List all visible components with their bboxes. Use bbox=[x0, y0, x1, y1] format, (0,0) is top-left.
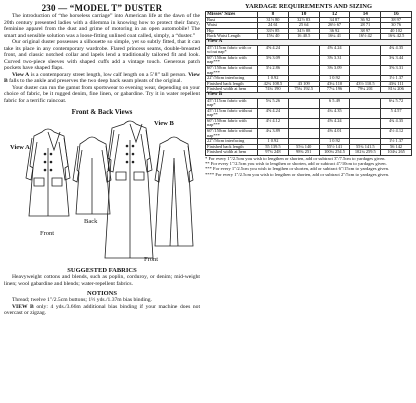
notions-heading: NOTIONS bbox=[87, 290, 117, 297]
yardage-note: * For every 1"/2.5cm you wish to lengthen or shorten, add or subtract 3"/7.5cm to yardages given. bbox=[205, 156, 386, 162]
yardage-table bbox=[205, 11, 412, 156]
row-value: 15¾ 40 bbox=[258, 34, 289, 40]
intro-paragraph-1: The introduction of “the horseless carriage” into American life at the dawn of the 20th century presented ladies with a dilemma in knowing how to protect their fancy, feminine apparel from the dust and grime of motoring in an open automobile! The smart and sensible solution was a loose-fitting unlined coat called, simply, a “duster.” bbox=[4, 13, 200, 39]
header-cell: 8 bbox=[258, 12, 289, 18]
row-value: 43¼ 110 bbox=[319, 81, 350, 87]
row-label: Finished back length bbox=[206, 144, 258, 150]
row-value: 4¾ 4.35 bbox=[381, 118, 412, 128]
row-label: 45"/115cm fabric without nap** bbox=[206, 108, 258, 118]
page-title: 230 — “MODEL T” DUSTER bbox=[41, 3, 163, 13]
view-b-section-label: View B bbox=[206, 92, 412, 98]
row-value: 4⅝ 4.24 bbox=[319, 118, 350, 128]
row-value: 56 142 bbox=[381, 144, 412, 150]
row-value: 32½ 83 bbox=[288, 17, 319, 23]
row-value bbox=[350, 108, 381, 118]
views-heading: Front & Back Views bbox=[71, 108, 133, 116]
row-value: 16½ 42 bbox=[350, 34, 381, 40]
row-value: 16¼ 41 bbox=[319, 34, 350, 40]
row-value: 75¾ 192.5 bbox=[288, 87, 319, 93]
row-value: 79¼ 201 bbox=[350, 87, 381, 93]
notions-view-b-text: only: 4 yds./3.66m additional bias binding if your machine does not overcast or zigzag. bbox=[4, 303, 200, 316]
table-row bbox=[206, 129, 412, 139]
row-value: 55 139.5 bbox=[258, 144, 289, 150]
row-label: Finished back length bbox=[206, 81, 258, 87]
row-value: 38 97 bbox=[350, 28, 381, 34]
row-value: 55¼ 140 bbox=[288, 144, 319, 150]
row-value bbox=[350, 98, 381, 108]
row-value: 6¼ 5.72 bbox=[381, 98, 412, 108]
yardage-note: **** For every 1"/2.5cm you wish to lengthen or shorten, add or subtract 2"/5cm to yardages given. bbox=[205, 171, 390, 177]
table-row bbox=[206, 98, 412, 108]
header-cell: 12 bbox=[319, 12, 350, 18]
table-row bbox=[206, 150, 412, 156]
duster-sketch bbox=[4, 118, 200, 264]
row-value: 40 102 bbox=[381, 28, 412, 34]
fabrics-text: Heavyweight cottons and blends, such as poplin, corduroy, or denim; mid-weight linen; wool gabardine and blends; water-repellent fabrics. bbox=[4, 274, 200, 287]
fabrics-heading: SUGGESTED FABRICS bbox=[67, 267, 137, 274]
view-a-label: View A bbox=[10, 144, 30, 151]
row-value: 28 71 bbox=[350, 23, 381, 29]
row-label: 45"/115cm fabric with nap* bbox=[206, 98, 258, 108]
row-label: 22"/56cm interfacing bbox=[206, 139, 258, 145]
row-value: 4¼ 3.89 bbox=[258, 129, 289, 139]
row-value: 100¼ 254.5 bbox=[319, 150, 350, 156]
row-value: 36 92 bbox=[319, 28, 350, 34]
row-label: 60"/150cm fabric without nap*** bbox=[206, 65, 258, 75]
front-label-b: Front bbox=[144, 256, 159, 263]
row-value: 102¼ 259.5 bbox=[350, 150, 381, 156]
header-cell: 10 bbox=[288, 12, 319, 18]
table-row bbox=[206, 108, 412, 118]
row-value: 55¾ 141.5 bbox=[350, 144, 381, 150]
notions-view-b-lead: VIEW B bbox=[12, 303, 34, 310]
row-label: 60"/150cm fabric without nap*** bbox=[206, 129, 258, 139]
table-row bbox=[206, 55, 412, 65]
row-value bbox=[288, 55, 319, 65]
row-label: 60"/150cm fabric with nap*** bbox=[206, 118, 258, 128]
row-value: 33½ 85 bbox=[258, 28, 289, 34]
row-value: 34 87 bbox=[319, 17, 350, 23]
row-value: 16¾ 42.5 bbox=[381, 34, 412, 40]
row-value bbox=[350, 55, 381, 65]
row-value: 1 0.92 bbox=[258, 139, 289, 145]
row-value: 77¼ 196 bbox=[319, 87, 350, 93]
row-label: Bust bbox=[206, 17, 258, 23]
notions-line-1: Thread; twelve 1"/2.5cm buttons; 1½ yds./1.37m bias binding. bbox=[12, 297, 152, 303]
yardage-notes bbox=[205, 156, 412, 177]
row-value: 30 76 bbox=[381, 23, 412, 29]
row-value: 98¾ 251 bbox=[288, 150, 319, 156]
row-value: 3¾ 3.44 bbox=[381, 55, 412, 65]
row-value bbox=[350, 65, 381, 75]
row-value bbox=[288, 118, 319, 128]
row-value: 5¾ 5.26 bbox=[258, 98, 289, 108]
row-value: 42¾ 108.5 bbox=[258, 81, 289, 87]
row-value: 1½ 1.37 bbox=[381, 76, 412, 82]
row-value: 3⅝ 3.31 bbox=[381, 65, 412, 75]
view-b-label: View B bbox=[154, 120, 174, 127]
row-value: 43 109 bbox=[288, 81, 319, 87]
row-label: 22"/56cm interfacing bbox=[206, 76, 258, 82]
row-value: 24 61 bbox=[258, 23, 289, 29]
row-label: Waist bbox=[206, 23, 258, 29]
row-label: Back Waist Length bbox=[206, 34, 258, 40]
row-value: 4⅝ 4.24 bbox=[258, 45, 289, 55]
table-row bbox=[206, 45, 412, 55]
row-label: 45"/115cm fabric with or w/out nap* bbox=[206, 45, 258, 55]
row-value: 3⅝ 3.31 bbox=[319, 55, 350, 65]
left-column bbox=[4, 3, 200, 317]
front-label-a: Front bbox=[40, 230, 55, 237]
row-value: 1½ 1.37 bbox=[381, 139, 412, 145]
row-value bbox=[350, 45, 381, 55]
row-value: 5 4.57 bbox=[381, 108, 412, 118]
row-value: 74¾ 190 bbox=[258, 87, 289, 93]
header-cell: 14 bbox=[350, 12, 381, 18]
row-value: 104¼ 265 bbox=[381, 150, 412, 156]
row-label: Finished width at hem bbox=[206, 87, 258, 93]
row-value: 3⅜ 3.09 bbox=[319, 65, 350, 75]
row-value bbox=[288, 108, 319, 118]
notions-line-2 bbox=[4, 304, 200, 317]
row-value: 36 92 bbox=[350, 17, 381, 23]
row-value: 43¾ 111 bbox=[381, 81, 412, 87]
table-row bbox=[206, 118, 412, 128]
view-b-desc: falls to the ankle and preserves the two deep back seam pleats of the original. bbox=[7, 78, 183, 84]
row-value: 1 0.92 bbox=[319, 76, 350, 82]
row-value: 4⅝ 4.24 bbox=[258, 108, 289, 118]
row-value: 4¾ 4.35 bbox=[319, 108, 350, 118]
view-a-section-label: View A bbox=[206, 39, 412, 45]
row-value: 1 0.92 bbox=[258, 76, 289, 82]
row-value bbox=[288, 65, 319, 75]
row-value: 4⅝ 4.24 bbox=[319, 45, 350, 55]
row-value: 6 5.49 bbox=[319, 98, 350, 108]
table-row bbox=[206, 65, 412, 75]
row-value: 3⅜ 3.09 bbox=[258, 55, 289, 65]
header-cell: Misses’ Sizes bbox=[206, 12, 258, 18]
row-value bbox=[350, 129, 381, 139]
row-value: 1 0.92 bbox=[319, 139, 350, 145]
row-value: 97¾ 248 bbox=[258, 150, 289, 156]
row-value bbox=[350, 118, 381, 128]
row-value: 26½ 67 bbox=[319, 23, 350, 29]
yardage-note: *** For every 1"/2.5cm you wish to lengthen or shorten, add or subtract 6"/15cm to yardages given. bbox=[205, 166, 390, 172]
view-b-lead: View B bbox=[4, 71, 200, 84]
row-value bbox=[288, 129, 319, 139]
row-value: 4⅜ 4.01 bbox=[319, 129, 350, 139]
row-value bbox=[288, 98, 319, 108]
row-value: 55½ 141 bbox=[319, 144, 350, 150]
row-value: 16 40.5 bbox=[288, 34, 319, 40]
right-column bbox=[205, 3, 412, 177]
row-value: 38 97 bbox=[381, 17, 412, 23]
yardage-note: ** For every 1"/2.5cm you wish to lengthen or shorten, add or subtract 4"/10cm to yardages given. bbox=[205, 161, 387, 167]
row-value: 31½ 80 bbox=[258, 17, 289, 23]
intro-paragraph-2: Our original duster possesses a silhouette so simple, yet so subtly fitted, that it can take its place in any contemporary wardrobe. Flared princess seams, double-breasted front, and classic notched collar and lapels lend a traditionally tailored fit and look. Curved two-piece sleeves with shaped cuffs add a vintage touch. Generous patch pockets have shaped flaps. bbox=[4, 39, 200, 71]
row-value bbox=[288, 45, 319, 55]
row-value: 3⅛ 2.86 bbox=[258, 65, 289, 75]
row-value: 4¾ 4.35 bbox=[381, 45, 412, 55]
garment-illustration bbox=[4, 118, 200, 264]
row-value: 4½ 4.12 bbox=[258, 118, 289, 128]
header-cell: 16 bbox=[381, 12, 412, 18]
row-label: Finished width at hem bbox=[206, 150, 258, 156]
view-a-desc: is a contemporary street length, low calf length on a 5’8” tall person. bbox=[29, 71, 189, 78]
yardage-heading: YARDAGE REQUIREMENTS AND SIZING bbox=[244, 3, 373, 10]
row-value: 81¼ 206 bbox=[381, 87, 412, 93]
back-label: Back bbox=[84, 218, 98, 225]
row-value: 25 64 bbox=[288, 23, 319, 29]
intro-paragraph-3 bbox=[4, 72, 200, 85]
row-label: Hip bbox=[206, 28, 258, 34]
row-value: 43½ 110.5 bbox=[350, 81, 381, 87]
row-label: 60"/150cm fabric with nap*** bbox=[206, 55, 258, 65]
row-value: 4½ 4.12 bbox=[381, 129, 412, 139]
intro-paragraph-4: Your duster can run the gamut from sportswear to evening wear, depending on your choice of fabric, be it rugged denim, fine linen, or gabardine. Try it in water repellent fabric for a terrific raincoat. bbox=[4, 84, 200, 104]
row-value: 34½ 88 bbox=[288, 28, 319, 34]
view-a-lead: View A bbox=[12, 71, 30, 78]
